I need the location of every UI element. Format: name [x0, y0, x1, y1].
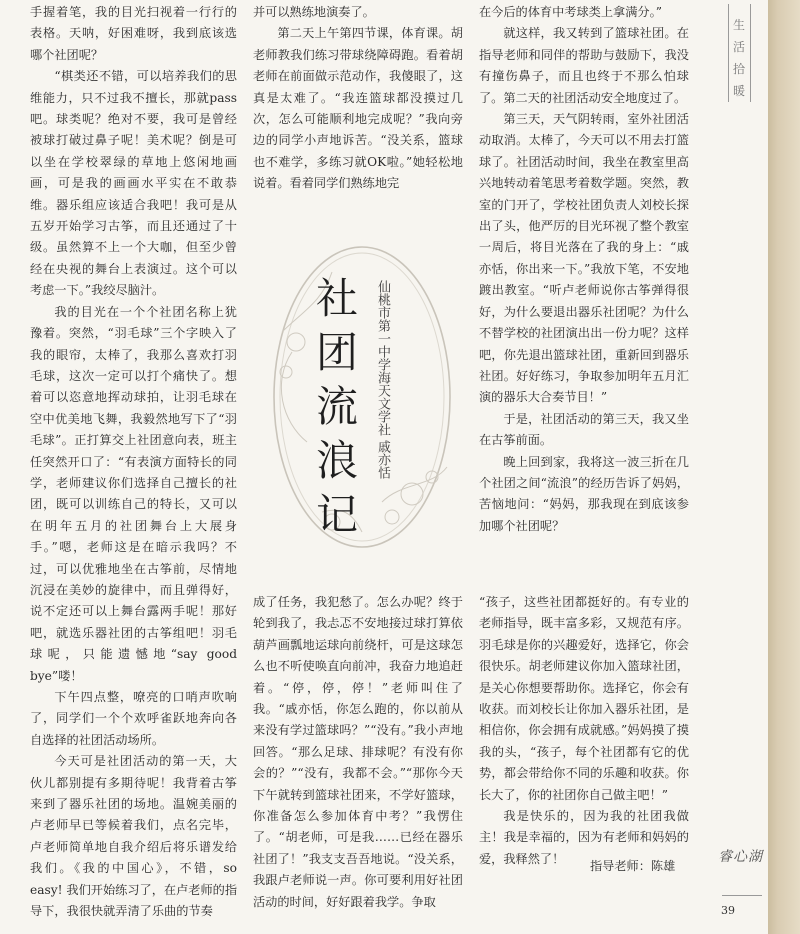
page-number: 39	[721, 904, 735, 917]
article-title	[312, 272, 362, 542]
paragraph: 第三天，天气阴转雨，室外社团活动取消。太棒了，今天可以不用去打篮球了。社团活动时间，我坐在教室里高兴地转动着笔思考着数学题。突然，教室的门开了，学校社团负责人刘校长探出了头，他严厉的目光环视了整个教室一周后，将目光落在了我的身上：“戚亦恬，你出来一下。”我放下笔，不安地踱出教室。“听卢老师说你古筝弹得很好，为什么要退出器乐社团呢？为什么不替学校的社团演出出一份力呢？这样吧，你先退出篮球社团，重新回到器乐社团。好好练习，争取参加明年五月汇演的器乐大合奏节目！”	[479, 112, 689, 405]
paragraph: 于是，社团活动的第三天，我又坐在古筝前面。	[479, 411, 689, 448]
section-char: 活	[732, 40, 745, 54]
paragraph: 在今后的体育中考球类上拿满分。”	[479, 5, 662, 19]
column-left	[30, 2, 237, 922]
floral-frame-icon	[262, 232, 462, 562]
section-char: 暖	[732, 84, 745, 98]
column-right-bottom	[479, 592, 689, 870]
paragraph: 下午四点整，嘹亮的口哨声吹响了，同学们一个个欢呼雀跃地奔向各自选择的社团活动场所。	[30, 690, 237, 747]
section-label	[731, 14, 747, 102]
paragraph: 成了任务，我犯愁了。怎么办呢？终于轮到我了，我忐忑不安地接过球打算依葫芦画瓢地运球向前绕杆，可是这球怎么也不听使唤直向前冲，我奋力地追赶着。“停，停，停！”老师叫住了我。“戚亦恬，你怎么跑的，你以前从来没有学过篮球吗？”“没有。”我小声地回答。“那么足球、排球呢？有没有你会的？”“没有，我都不会。”“那你今天下午就转到篮球社团来，不学好篮球，你准备怎么参加体育中考？”我愣住了。“胡老师，可是我……已经在器乐社团了！”我支支吾吾地说。“没关系，我跟卢老师说一声。你可要利用好社团活动的时间，好好跟着我学。争取	[253, 595, 463, 909]
section-tab	[722, 0, 762, 110]
paragraph: “孩子，这些社团都挺好的。有专业的老师指导，既丰富多彩，又规范有序。羽毛球是你的兴趣爱好，选择它，你会很快乐。胡老师建议你加入篮球社团，是关心你想要帮助你。选择它，你会有收获。而刘校长让你加入器乐社团，是相信你，你会拥有成就感。”妈妈摸了摸我的头，“孩子，每个社团都有它的优势，都会带给你不同的乐趣和收获。你长大了，你的社团你自己做主吧！”	[479, 595, 689, 802]
column-middle-bottom	[253, 592, 463, 913]
title-decoration	[262, 232, 462, 562]
paragraph: 手握着笔，我的目光扫视着一行行的表格。天呐，好困难呀，我到底该选哪个社团呢？	[30, 5, 237, 62]
section-char: 生	[732, 18, 745, 32]
section-char: 拾	[732, 62, 745, 76]
paragraph: 今天可是社团活动的第一天，大伙儿都别提有多期待呢！我背着古筝来到了器乐社团的场地。温婉美丽的卢老师早已等候着我们，点名完毕，卢老师简单地自我介绍后将乐谱发给我们。《我的中国心》，不错，so easy! 我们开始练习了，在卢老师的指导下，我很快就弄清了乐曲的节奏	[30, 754, 238, 919]
title-char: 浪	[315, 436, 358, 485]
paragraph: 我的目光在一个个社团名称上犹豫着。突然，“羽毛球”三个字映入了我的眼帘，太棒了，我那么喜欢打羽毛球，这次一定可以打个痛快了。想着可以恣意地挥动球拍，让羽毛球在空中优美地飞舞，我毅然地写下了“羽毛球”。正打算交上社团意向表，班主任突然开口了：“有表演方面特长的同学，老师建议你们选择自己擅长的社团，既可以训练自己的特长，又可以在明年五月的社团舞台上大展身手。”嗯，老师这是在暗示我吗？不过，可以优雅地坐在古筝前，尽情地沉浸在美妙的旋律中，而且弹得好，说不定还可以上舞台露两手呢！那好吧，就选乐器社团的古筝组吧！羽毛球呢，只能遗憾地“say good bye”喽！	[30, 304, 237, 683]
paper-edge	[768, 0, 800, 934]
author-line: 仙桃市第一中学海天文学社 戚亦恬	[375, 280, 390, 480]
paragraph: 我是快乐的，因为我的社团我做主！我是幸福的，因为有老师和妈妈的爱，我释然了！	[479, 809, 689, 866]
paragraph: 第二天上午第四节课，体育课。胡老师教我们练习带球绕障碍跑。看着胡老师在前面做示范动作，我傻眼了，这真是太难了。“我连篮球都没摸过几次，怎么可能顺利地完成呢？”我向旁边的同学小声地诉苦。“没关系，篮球也不难学，多练习就OK啦。”她轻松地说着。看着同学们熟练地完	[253, 26, 463, 191]
title-char: 流	[315, 382, 358, 431]
column-right-top	[479, 2, 689, 537]
title-char: 社	[315, 274, 358, 323]
magazine-brand: 睿心湖	[718, 849, 763, 865]
paragraph: 晚上回到家，我将这一波三折在几个社团之间“流浪”的经历告诉了妈妈，苦恼地问：“妈妈，那我现在到底该参加哪个社团呢？	[479, 454, 689, 533]
paragraph: “棋类还不错，可以培养我们的思维能力，只不过我不擅长，那就pass吧。球类呢？绝对不要，我可是曾经被球打破过鼻子呢！美术呢？倒是可以坐在学校翠绿的草地上悠闲地画画，可是我的画画水平实在不敢恭维。器乐组应该适合我吧！我可是从五岁开始学习古筝，而且还通过了十级。虽然算不上一个大咖，但至少曾经在央视的舞台上表演过。这个可以考虑一下。”我绞尽脑汁。	[30, 69, 237, 298]
paragraph: 就这样，我又转到了篮球社团。在指导老师和同伴的帮助与鼓励下，我没有撞伤鼻子，而且也终于不那么怕球了。第二天的社团活动安全地度过了。	[479, 26, 689, 105]
advisor-signature: 指导老师：陈雄	[590, 859, 676, 873]
title-char: 记	[315, 490, 358, 539]
column-middle-top	[253, 2, 463, 195]
title-char: 团	[315, 328, 358, 377]
paragraph: 并可以熟练地演奏了。	[253, 5, 375, 19]
